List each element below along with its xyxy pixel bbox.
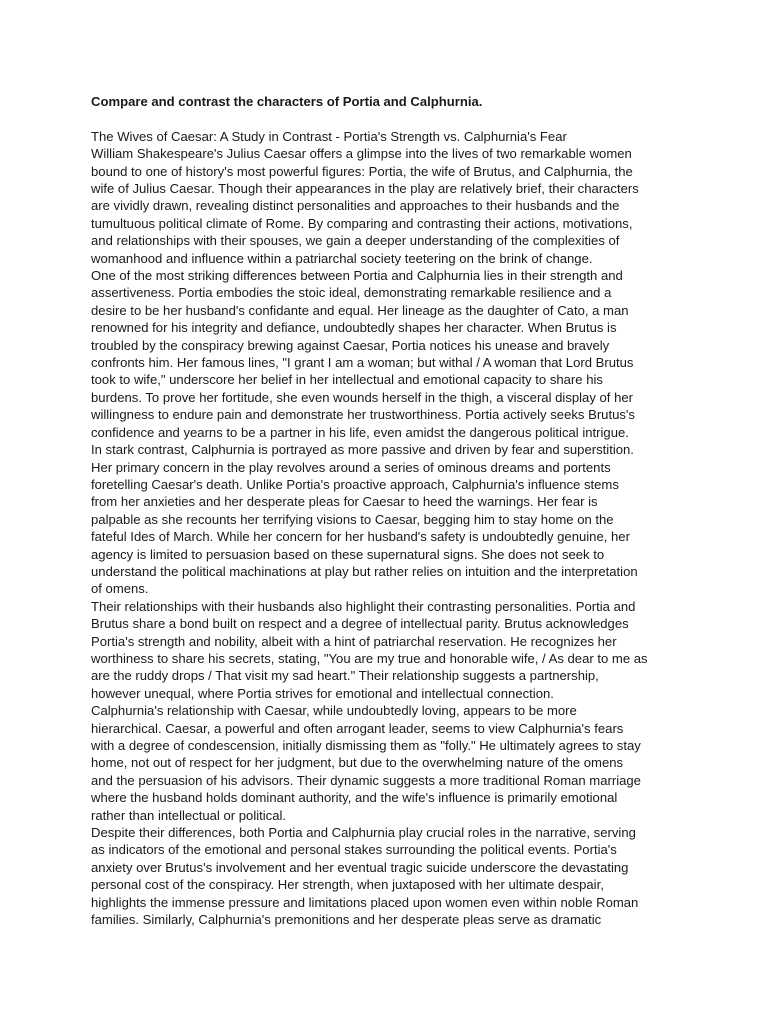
paragraph xyxy=(91,267,685,441)
paragraph-line: burdens. To prove her fortitude, she even wounds herself in the thigh, a visceral display of her xyxy=(91,389,634,405)
paragraph-line: renowned for his integrity and defiance, undoubtedly shapes her character. When Brutus is xyxy=(91,320,617,336)
paragraph xyxy=(91,702,685,824)
paragraph-line: Portia's strength and nobility, albeit with a hint of patriarchal reservation. He recognizes her xyxy=(91,633,617,649)
paragraph-line: families. Similarly, Calphurnia's premonitions and her desperate pleas serve as dramatic xyxy=(91,912,602,928)
paragraph xyxy=(91,598,685,702)
paragraph-line: worthiness to share his secrets, stating, "You are my true and honorable wife, / As dear to me as xyxy=(91,650,648,666)
paragraph-line: are vividly drawn, revealing distinct personalities and approaches to their husbands and the xyxy=(91,198,620,214)
essay-title: The Wives of Caesar: A Study in Contrast - Portia's Strength vs. Calphurnia's Fear xyxy=(91,128,567,144)
paragraph-line: rather than intellectual or political. xyxy=(91,807,287,823)
paragraph-line: Calphurnia's relationship with Caesar, while undoubtedly loving, appears to be more xyxy=(91,703,577,719)
paragraph-line: where the husband holds dominant authority, and the wife's influence is primarily emotional xyxy=(91,790,618,806)
paragraph-line: confidence and yearns to be a partner in his life, even amidst the dangerous political intrigue. xyxy=(91,424,629,440)
paragraph-line: home, not out of respect for her judgment, but due to the overwhelming nature of the omens xyxy=(91,755,624,771)
paragraph-line: bound to one of history's most powerful figures: Portia, the wife of Brutus, and Calphurnia, the xyxy=(91,163,633,179)
paragraph-line: William Shakespeare's Julius Caesar offers a glimpse into the lives of two remarkable women xyxy=(91,146,632,162)
paragraph-line: and the persuasion of his advisors. Their dynamic suggests a more traditional Roman marriage xyxy=(91,772,641,788)
paragraph xyxy=(91,824,685,928)
paragraph-line: understand the political machinations at play but rather relies on intuition and the interpretation xyxy=(91,563,638,579)
paragraph-line: palpable as she recounts her terrifying visions to Caesar, begging him to stay home on the xyxy=(91,511,614,527)
document-heading: Compare and contrast the characters of Portia and Calphurnia. xyxy=(91,94,483,109)
paragraph-line: womanhood and influence within a patriarchal society teetering on the brink of change. xyxy=(91,250,593,266)
paragraph-line: Brutus share a bond built on respect and a degree of intellectual parity. Brutus acknowledges xyxy=(91,616,629,632)
document-body xyxy=(91,93,685,928)
paragraph-line: highlights the immense pressure and limitations placed upon women even within noble Roman xyxy=(91,894,639,910)
paragraph-line: from her anxieties and her desperate pleas for Caesar to heed the warnings. Her fear is xyxy=(91,494,598,510)
paragraph-line: assertiveness. Portia embodies the stoic ideal, demonstrating remarkable resilience and a xyxy=(91,285,612,301)
paragraph-line: however unequal, where Portia strives for emotional and intellectual connection. xyxy=(91,685,554,701)
paragraph-line: willingness to endure pain and demonstrate her trustworthiness. Portia actively seeks Brutus's xyxy=(91,407,635,423)
paragraph-line: foretelling Caesar's death. Unlike Portia's proactive approach, Calphurnia's influence stems xyxy=(91,476,619,492)
paragraph xyxy=(91,441,685,598)
paragraph-line: of omens. xyxy=(91,581,149,597)
paragraph-line: hierarchical. Caesar, a powerful and often arrogant leader, seems to view Calphurnia's fears xyxy=(91,720,624,736)
paragraph-line: Despite their differences, both Portia and Calphurnia play crucial roles in the narrative, serving xyxy=(91,825,636,841)
paragraph-line: One of the most striking differences between Portia and Calphurnia lies in their strength and xyxy=(91,268,623,284)
paragraph-line: In stark contrast, Calphurnia is portrayed as more passive and driven by fear and superstition. xyxy=(91,442,634,458)
essay-paragraphs xyxy=(91,145,685,928)
paragraph-line: with a degree of condescension, initially dismissing them as "folly." He ultimately agrees to stay xyxy=(91,738,641,754)
paragraph-line: are the ruddy drops / That visit my sad heart." Their relationship suggests a partnership, xyxy=(91,668,599,684)
paragraph-line: desire to be her husband's confidante and equal. Her lineage as the daughter of Cato, a man xyxy=(91,302,629,318)
paragraph-line: agency is limited to persuasion based on these supernatural signs. She does not seek to xyxy=(91,546,605,562)
paragraph-line: Her primary concern in the play revolves around a series of ominous dreams and portents xyxy=(91,459,611,475)
paragraph-line: anxiety over Brutus's involvement and her eventual tragic suicide underscore the devastating xyxy=(91,859,629,875)
paragraph-line: Their relationships with their husbands also highlight their contrasting personalities. Portia and xyxy=(91,598,636,614)
paragraph-line: troubled by the conspiracy brewing against Caesar, Portia notices his unease and bravely xyxy=(91,337,610,353)
paragraph-line: wife of Julius Caesar. Though their appearances in the play are relatively brief, their characters xyxy=(91,181,639,197)
paragraph-line: as indicators of the emotional and personal stakes surrounding the political events. Portia's xyxy=(91,842,617,858)
paragraph-line: took to wife," underscore her belief in her intellectual and emotional capacity to share his xyxy=(91,372,603,388)
paragraph-line: confronts him. Her famous lines, "I grant I am a woman; but withal / A woman that Lord Brutus xyxy=(91,355,634,371)
paragraph-line: personal cost of the conspiracy. Her strength, when juxtaposed with her ultimate despair, xyxy=(91,877,604,893)
paragraph xyxy=(91,145,685,267)
paragraph-line: fateful Ides of March. While her concern for her husband's safety is undoubtedly genuine, her xyxy=(91,529,630,545)
paragraph-line: and relationships with their spouses, we gain a deeper understanding of the complexities of xyxy=(91,233,620,249)
paragraph-line: tumultuous political climate of Rome. By comparing and contrasting their actions, motivations, xyxy=(91,215,633,231)
